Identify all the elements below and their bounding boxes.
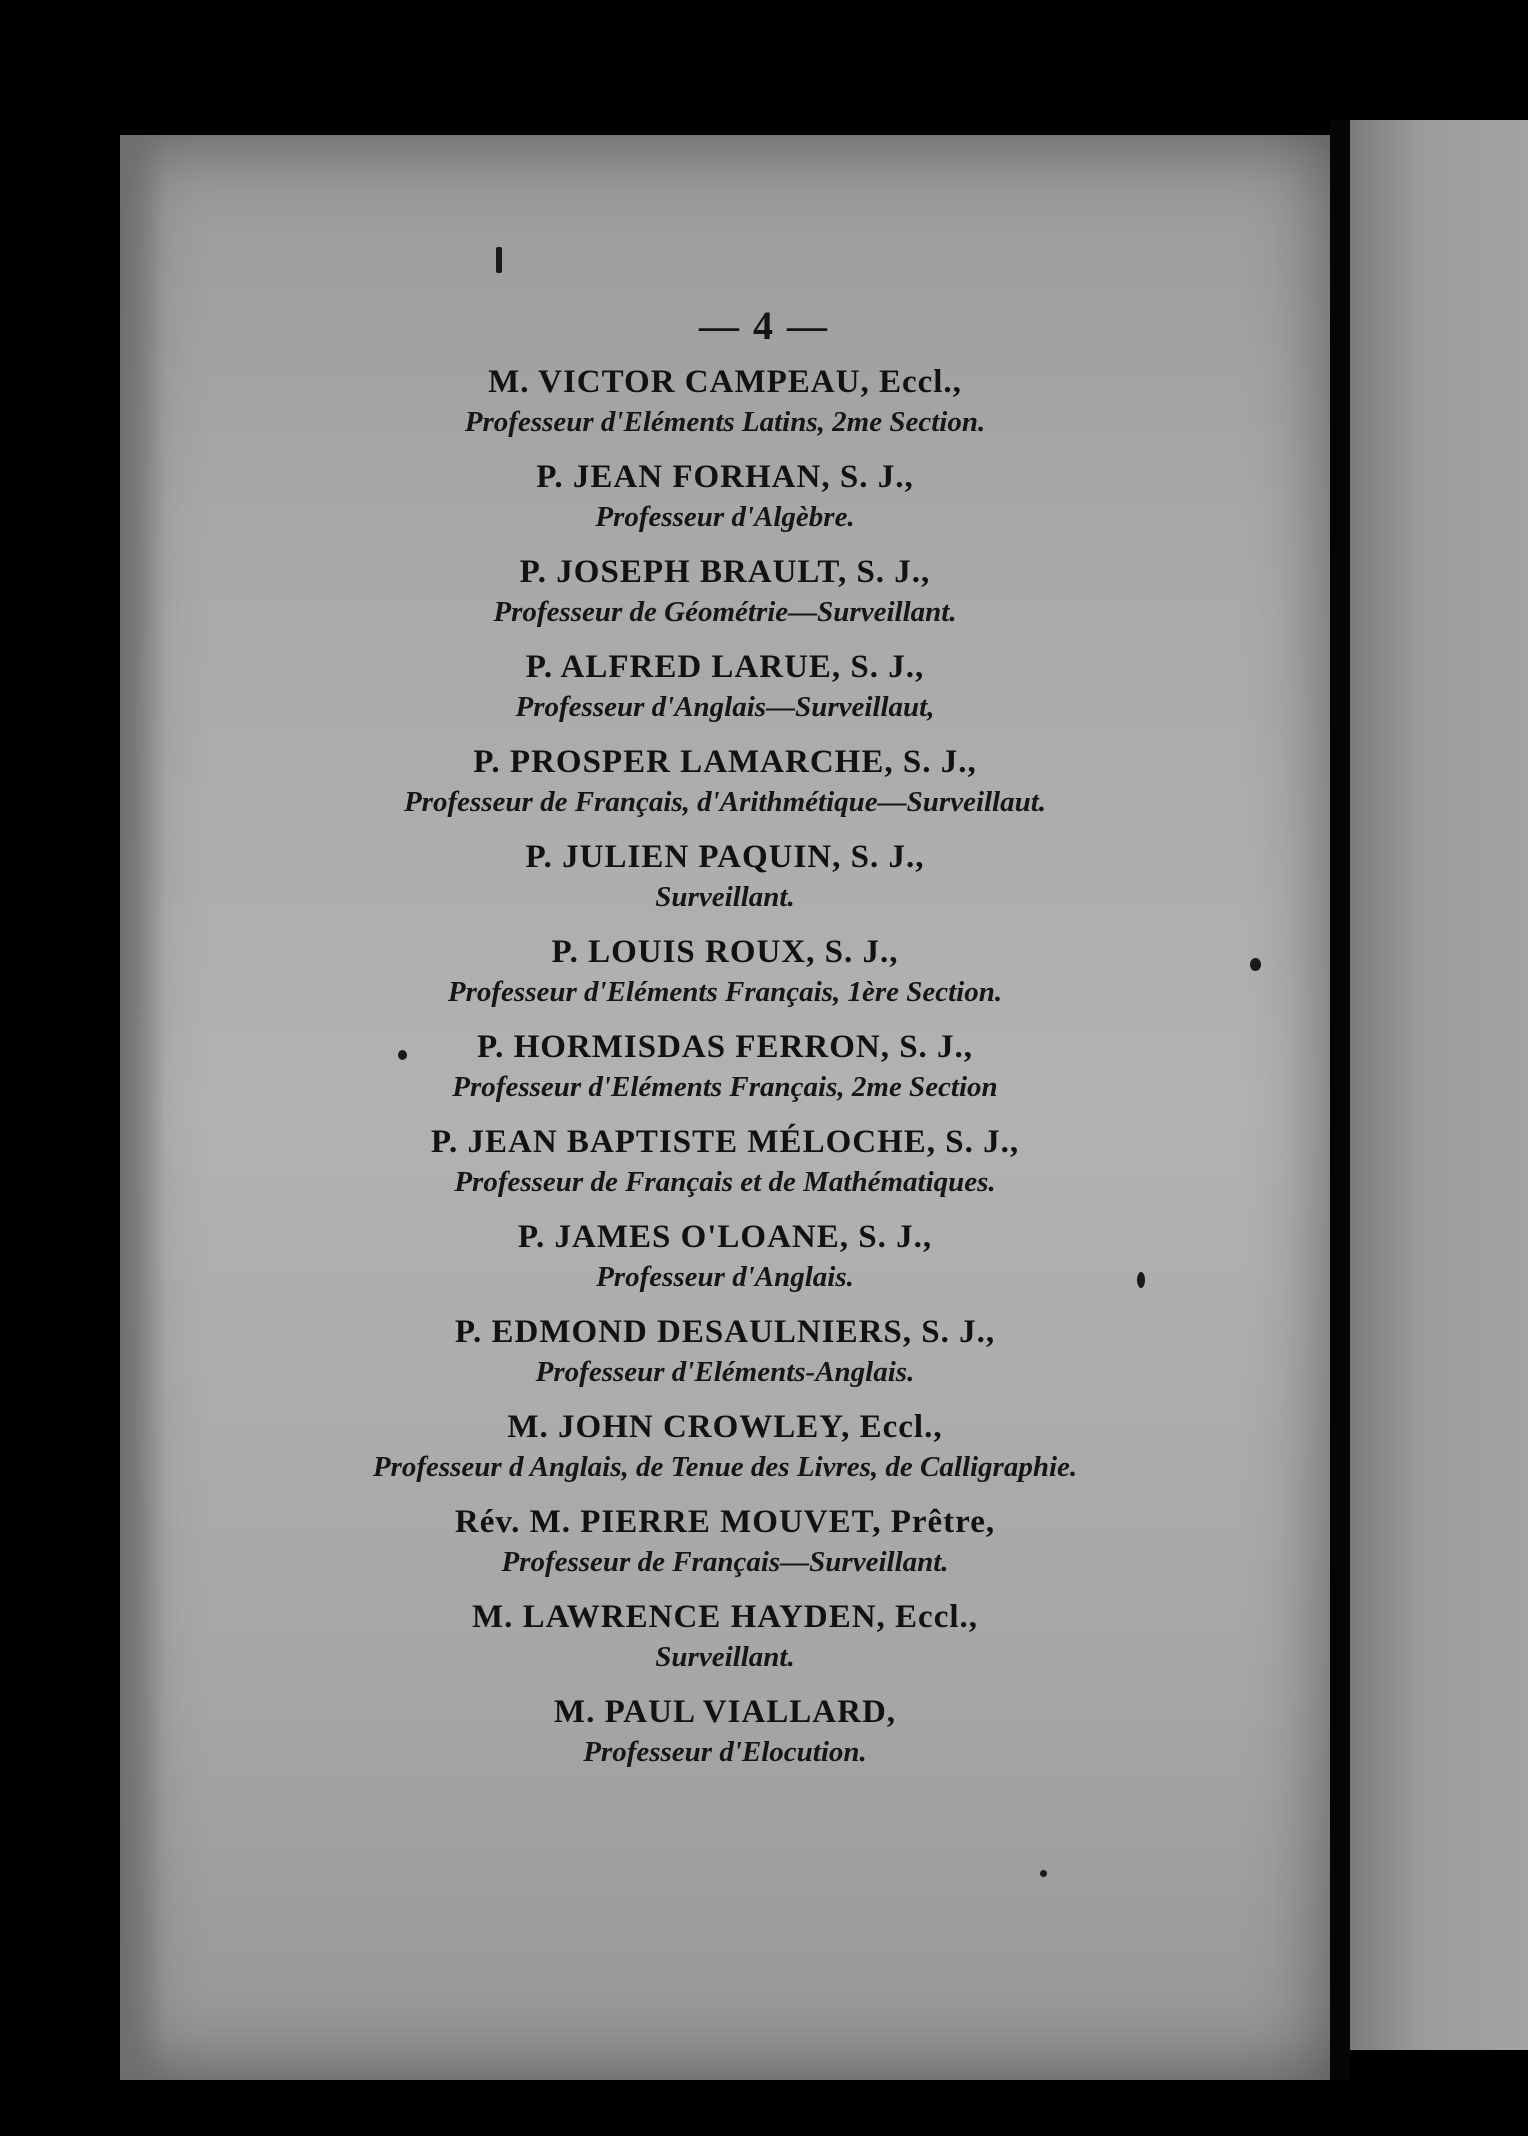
ink-speck <box>496 247 502 273</box>
ink-speck <box>1137 1272 1145 1288</box>
staff-role: Professeur de Français, d'Arithmétique—Surveillaut. <box>403 786 1047 818</box>
staff-name: M. VICTOR CAMPEAU, Eccl., <box>488 364 962 400</box>
staff-entry <box>120 362 1330 457</box>
staff-entry <box>120 647 1330 742</box>
staff-name: P. ALFRED LARUE, S. J., <box>525 649 925 685</box>
staff-name: P. JEAN FORHAN, S. J., <box>536 459 914 495</box>
staff-name: Rév. M. PIERRE MOUVET, Prêtre, <box>454 1504 996 1540</box>
staff-name: P. JULIEN PAQUIN, S. J., <box>525 839 925 875</box>
staff-entry <box>120 1692 1330 1787</box>
ink-speck <box>1040 1870 1047 1877</box>
staff-name: P. JEAN BAPTISTE MÉLOCHE, S. J., <box>430 1124 1020 1160</box>
staff-name: P. PROSPER LAMARCHE, S. J., <box>473 744 977 780</box>
staff-role: Professeur d'Anglais—Surveillaut, <box>515 691 935 723</box>
staff-entry <box>120 552 1330 647</box>
staff-name: P. LOUIS ROUX, S. J., <box>551 934 899 970</box>
staff-entry <box>120 932 1330 1027</box>
ink-speck <box>398 1050 407 1060</box>
staff-role: Professeur d Anglais, de Tenue des Livres, de Calligraphie. <box>372 1451 1078 1483</box>
staff-entry <box>120 1027 1330 1122</box>
staff-entry <box>120 457 1330 552</box>
staff-name: P. HORMISDAS FERRON, S. J., <box>476 1029 974 1065</box>
staff-role: Professeur de Géométrie—Surveillant. <box>493 596 957 628</box>
staff-role: Professeur d'Elocution. <box>583 1736 867 1768</box>
adjacent-page-strip <box>1350 120 1528 2050</box>
staff-role: Professeur d'Eléments-Anglais. <box>535 1356 915 1388</box>
staff-entry <box>120 1597 1330 1692</box>
staff-name: M. PAUL VIALLARD, <box>553 1694 897 1730</box>
staff-role: Surveillant. <box>655 881 795 913</box>
staff-name: M. LAWRENCE HAYDEN, Eccl., <box>471 1599 979 1635</box>
staff-entry <box>120 1312 1330 1407</box>
staff-role: Professeur de Français et de Mathématiques. <box>454 1166 996 1198</box>
staff-name: P. EDMOND DESAULNIERS, S. J., <box>454 1314 996 1350</box>
page-number: — 4 — <box>699 303 829 348</box>
staff-role: Professeur d'Eléments Latins, 2me Section. <box>464 406 986 438</box>
staff-role: Professeur d'Anglais. <box>596 1261 854 1293</box>
staff-role: Professeur d'Algèbre. <box>595 501 855 533</box>
staff-role: Surveillant. <box>655 1641 795 1673</box>
staff-list <box>120 362 1330 1787</box>
staff-entry <box>120 742 1330 837</box>
staff-entry <box>120 1122 1330 1217</box>
staff-name: P. JAMES O'LOANE, S. J., <box>517 1219 933 1255</box>
ink-speck <box>1250 958 1261 971</box>
staff-entry <box>120 1502 1330 1597</box>
staff-name: M. JOHN CROWLEY, Eccl., <box>507 1409 943 1445</box>
staff-name: P. JOSEPH BRAULT, S. J., <box>519 554 931 590</box>
staff-role: Professeur de Français—Surveillant. <box>501 1546 949 1578</box>
staff-entry <box>120 837 1330 932</box>
staff-role: Professeur d'Eléments Français, 1ère Section. <box>447 976 1003 1008</box>
staff-entry <box>120 1407 1330 1502</box>
page-gutter <box>1330 120 1350 2080</box>
staff-role: Professeur d'Eléments Français, 2me Section <box>452 1071 998 1103</box>
staff-entry <box>120 1217 1330 1312</box>
